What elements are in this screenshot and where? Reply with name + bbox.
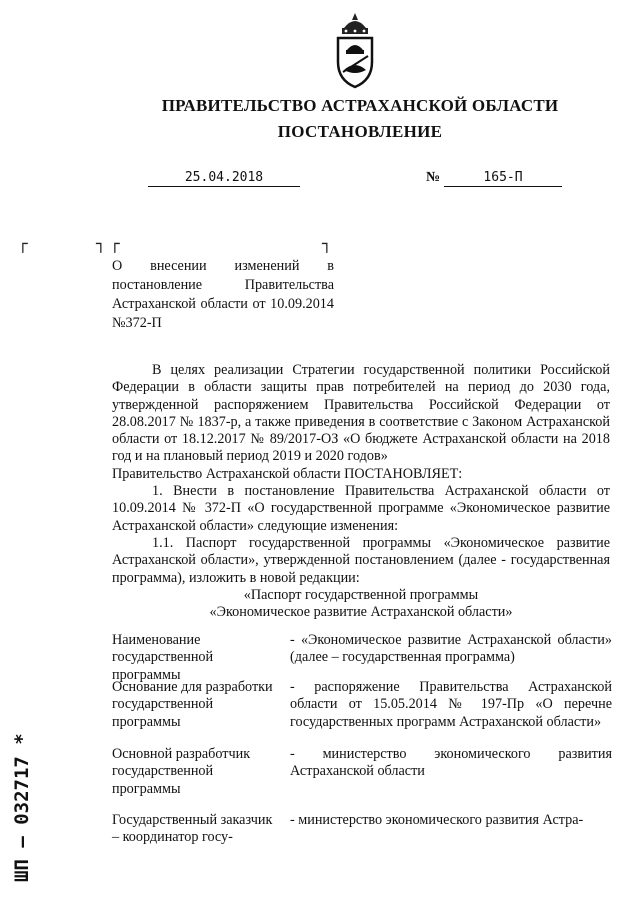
number-sign: № — [426, 170, 441, 185]
corner-mark-icon: ┌ — [110, 234, 120, 253]
passport-row-label: Основной разработчик государственной программы — [112, 746, 251, 797]
passport-row-label: Основание для разработки государственной программы — [112, 679, 273, 730]
item-1-1-paragraph: 1.1. Паспорт государственной программы «Экономическое развитие Астраханской области», утвержденной постановлением (далее - государственная программа), изложить в новой редакции: — [112, 534, 610, 586]
passport-row-value: - министерство экономического развития Астраханской области — [290, 746, 612, 780]
document-body — [112, 362, 610, 621]
document-number: 165-П — [444, 170, 562, 187]
corner-mark-icon: ┌ — [18, 234, 28, 253]
passport-row-value: - распоряжение Правительства Астраханской области от 15.05.2014 № 197-Пр «О перечне государственных программ Астраханской области» — [290, 679, 612, 730]
passport-row-label: Государственный заказчик – координатор госу- — [112, 812, 273, 846]
corner-mark-icon: ┐ — [322, 234, 332, 253]
item-1-paragraph: 1. Внести в постановление Правительства Астраханской области от 10.09.2014 № 372-П «О государственной программе «Экономическое развитие Астраханской области» следующие изменения: — [112, 483, 610, 534]
coat-of-arms-icon — [330, 10, 380, 90]
side-serial-code-text: ШП – 032717 * — [11, 733, 33, 882]
side-serial-code — [0, 694, 40, 884]
document-type: ПОСТАНОВЛЕНИЕ — [277, 122, 443, 141]
passport-row-value: - министерство экономического развития Астра- — [290, 812, 584, 828]
resolution-paragraph: Правительство Астраханской области ПОСТАНОВЛЯЕТ: — [112, 465, 463, 482]
document-date: 25.04.2018 — [148, 170, 300, 187]
passport-row-value: - «Экономическое развитие Астраханской области» (далее – государственная программа) — [290, 632, 612, 666]
corner-mark-icon: ┐ — [96, 234, 106, 253]
preamble-paragraph: В целях реализации Стратегии государственной политики Российской Федерации в области защиты прав потребителей на период до 2030 года, утвержденной распоряжением Правительства Российской Федерации от 28.08.2017 № 1837-р, а также приведения в соответствие с Законом Астраханской области от 18.12.2017 № 89/2017-ОЗ «О бюджете Астраханской области на 2018 год и на плановый период 2019 и 2020 годов» — [112, 362, 610, 465]
document-subject: О внесении изменений в постановление Правительства Астраханской области от 10.09.2014 №372-П — [112, 258, 334, 331]
passport-row-label: Наименование государственной программы — [112, 632, 214, 683]
passport-title-line-1: «Паспорт государственной программы — [243, 586, 479, 603]
org-title: ПРАВИТЕЛЬСТВО АСТРАХАНСКОЙ ОБЛАСТИ — [161, 96, 559, 115]
passport-title-line-2: «Экономическое развитие Астраханской области» — [209, 604, 513, 621]
